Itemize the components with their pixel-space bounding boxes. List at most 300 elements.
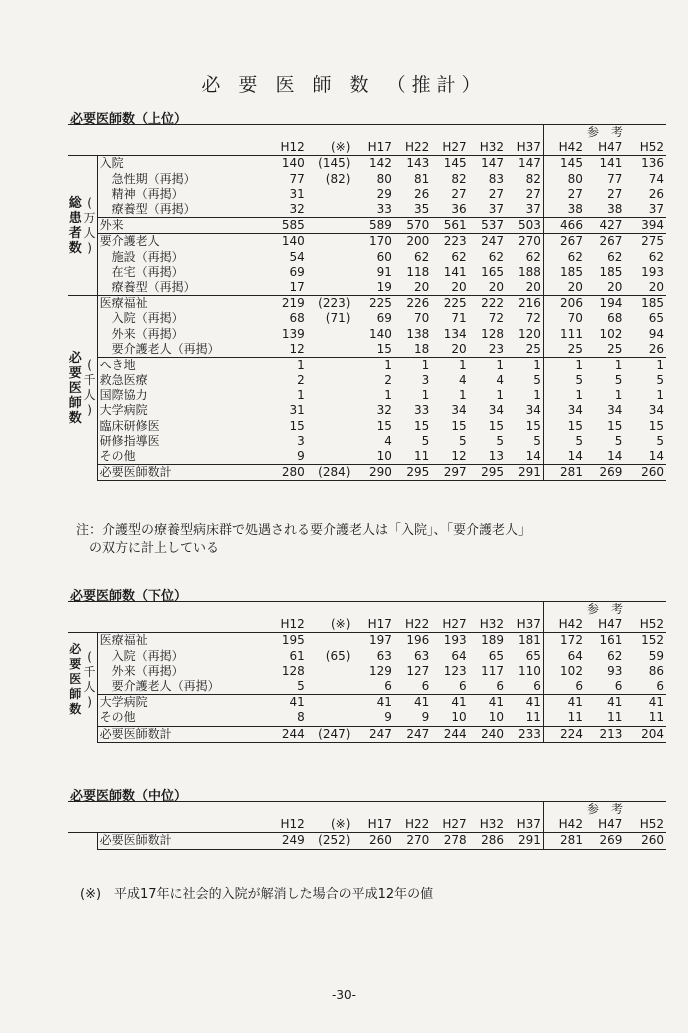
group-label-required-doctors: 必 要 医 師 数 <box>69 642 82 717</box>
table-cell: 223 <box>431 234 468 250</box>
table-cell: 165 <box>481 264 505 279</box>
table-cell: 200 <box>394 234 431 250</box>
table-cell: 6 <box>614 679 623 694</box>
table-cell <box>307 202 353 218</box>
col-header: (※) <box>307 817 353 833</box>
table-cell: 102 <box>560 663 583 678</box>
table-row <box>68 373 666 388</box>
table-row <box>68 679 666 695</box>
table-cell: 11 <box>506 710 543 726</box>
group-unit: ( 千 人 ) <box>83 296 98 481</box>
col-header: H52 <box>624 617 666 633</box>
col-header: H32 <box>469 140 506 156</box>
table-cell: 23 <box>488 341 505 356</box>
table-cell <box>307 373 353 388</box>
table-cell: 62 <box>567 249 583 264</box>
table-cell: 5 <box>656 373 664 388</box>
table-cell: 141 <box>599 156 623 171</box>
table-row <box>68 234 666 250</box>
row-label: へき地 <box>97 357 267 373</box>
table-cell: 297 <box>431 465 468 481</box>
table-cell: 6 <box>656 679 664 694</box>
group-label-total-patients: 総 患 者 数 <box>68 195 82 256</box>
table-cell: 1 <box>431 357 468 373</box>
table-cell: 20 <box>451 341 467 356</box>
table-cell: (82) <box>325 171 351 186</box>
table-cell: 219 <box>267 296 306 312</box>
reference-header: 参 考 <box>543 125 666 141</box>
table-cell: 41 <box>469 695 506 711</box>
table-cell: 60 <box>376 249 392 264</box>
table-row <box>68 710 666 726</box>
table-row <box>68 250 666 265</box>
row-label: 臨床研修医 <box>97 419 267 434</box>
table-cell: 20 <box>488 279 505 294</box>
table-cell: 70 <box>567 311 583 326</box>
table-cell: 185 <box>599 264 623 279</box>
col-header: H22 <box>394 817 431 833</box>
table-cell <box>307 434 353 449</box>
col-header: H17 <box>352 617 394 633</box>
table-cell: 1 <box>543 357 585 373</box>
footnote: (※) 平成17年に社会的入院が解消した場合の平成12年の値 <box>80 887 434 902</box>
table-cell: 65 <box>648 311 664 326</box>
lower-table <box>68 601 666 743</box>
table-row <box>68 280 666 296</box>
table-cell: 394 <box>624 218 666 234</box>
table-row <box>68 388 666 403</box>
table-cell: 123 <box>443 663 467 678</box>
table-cell: 62 <box>607 648 623 663</box>
table-cell: (284) <box>307 465 353 481</box>
table-cell: 41 <box>543 695 585 711</box>
table-cell: 29 <box>376 186 392 201</box>
table-cell: 152 <box>641 633 664 648</box>
col-header: H42 <box>543 617 585 633</box>
section-title-middle: 必要医師数（中位） <box>70 789 188 804</box>
table-cell: 15 <box>488 418 505 433</box>
table-cell: 27 <box>607 186 623 201</box>
table-cell: 260 <box>624 465 666 481</box>
table-cell: 9 <box>384 710 392 725</box>
table-cell: 111 <box>560 326 583 341</box>
table-cell: 147 <box>506 156 543 172</box>
table-cell: 27 <box>506 187 543 202</box>
table-cell: 5 <box>656 433 664 448</box>
table-cell: 142 <box>369 156 392 171</box>
table-cell: 61 <box>289 648 305 663</box>
table-cell: 244 <box>267 726 306 742</box>
table-cell: 1 <box>624 357 666 373</box>
table-row <box>68 695 666 711</box>
col-header: H12 <box>267 817 306 833</box>
row-label: 医療福祉 <box>97 296 267 312</box>
table-row <box>68 633 666 649</box>
table-cell: 295 <box>394 465 431 481</box>
table-cell: 2 <box>297 373 305 388</box>
table-cell: (65) <box>325 648 351 663</box>
table-cell: 12 <box>451 449 467 464</box>
row-label: 外来 <box>97 218 267 234</box>
table-cell: 64 <box>567 648 583 663</box>
row-label: その他 <box>97 449 267 465</box>
upper-table <box>68 124 666 481</box>
row-label: 医療福祉 <box>97 633 267 649</box>
table-cell: 5 <box>421 433 430 448</box>
row-label: 精神（再掲） <box>97 187 267 202</box>
table-cell: 129 <box>369 663 392 678</box>
table-cell: 82 <box>506 172 543 187</box>
table-cell: 15 <box>506 419 543 434</box>
table-cell: 1 <box>585 357 624 373</box>
col-header: H12 <box>267 617 306 633</box>
table-row <box>68 218 666 234</box>
table-cell: 9 <box>297 449 305 464</box>
table-cell: 290 <box>352 465 394 481</box>
table-cell: 1 <box>394 357 431 373</box>
table-cell: 65 <box>506 649 543 664</box>
table-cell: 4 <box>459 373 467 388</box>
table-cell: 17 <box>289 279 305 294</box>
table-cell: 59 <box>648 648 664 663</box>
row-label: 必要医師数計 <box>97 833 267 849</box>
table-cell: 74 <box>648 171 664 186</box>
table-cell: 14 <box>607 449 623 464</box>
table-cell: 15 <box>607 418 623 433</box>
table-cell: 62 <box>451 249 467 264</box>
table-cell: 26 <box>648 186 664 201</box>
table-cell: (252) <box>307 833 353 849</box>
table-cell: 15 <box>648 418 664 433</box>
table-cell: 128 <box>481 326 505 341</box>
table-cell: 41 <box>624 695 666 711</box>
table-cell: 11 <box>414 449 430 464</box>
table-cell: 120 <box>506 326 543 341</box>
table-cell: 267 <box>585 234 624 250</box>
table-cell: 69 <box>289 264 305 279</box>
table-cell: 41 <box>267 695 306 711</box>
table-row <box>68 419 666 434</box>
table-cell: 1 <box>656 388 664 403</box>
table-cell: 5 <box>614 373 623 388</box>
row-label: その他 <box>97 710 267 726</box>
table-cell: 278 <box>431 833 468 849</box>
table-cell: 570 <box>394 218 431 234</box>
col-header: H27 <box>431 140 468 156</box>
table-cell: 161 <box>599 633 623 648</box>
table-cell: 589 <box>352 218 394 234</box>
table-cell: 62 <box>506 250 543 265</box>
table-cell: 62 <box>488 249 505 264</box>
table-cell: (145) <box>318 156 351 171</box>
table-cell: 15 <box>414 418 430 433</box>
table-cell: 247 <box>352 726 394 742</box>
table-cell: 143 <box>406 156 430 171</box>
table-cell: 267 <box>543 234 585 250</box>
table-cell: 537 <box>469 218 506 234</box>
table-cell <box>307 357 353 373</box>
table-cell: 5 <box>506 434 543 449</box>
col-header: H47 <box>585 617 624 633</box>
table-cell: 291 <box>506 465 543 481</box>
table-cell: 3 <box>297 433 305 448</box>
col-header: H42 <box>543 140 585 156</box>
table-cell: 6 <box>459 679 467 694</box>
row-label: 施設（再掲） <box>97 250 267 265</box>
group-unit: ( 万 人 ) <box>83 195 96 255</box>
table-cell: 6 <box>506 679 543 695</box>
col-header: H32 <box>469 817 506 833</box>
table-cell <box>307 419 353 434</box>
table-cell: 33 <box>376 202 392 217</box>
table-cell: 249 <box>267 833 306 849</box>
table-cell: 138 <box>406 326 430 341</box>
table-cell: 37 <box>506 202 543 218</box>
table-cell: 18 <box>414 341 430 356</box>
table-cell <box>307 187 353 202</box>
table-cell: 147 <box>481 156 505 171</box>
table-cell: 15 <box>567 418 583 433</box>
table-cell: 206 <box>543 296 585 312</box>
table-cell: 194 <box>585 296 624 312</box>
table-cell: 69 <box>376 311 392 326</box>
table-cell: 224 <box>543 726 585 742</box>
table-cell: 11 <box>567 710 583 725</box>
row-label: 在宅（再掲） <box>97 265 267 280</box>
row-label: 要介護老人（再掲） <box>97 342 267 358</box>
table-cell: 6 <box>496 679 505 694</box>
table-cell: 118 <box>406 264 430 279</box>
table-cell: 140 <box>281 156 305 171</box>
note: 注：介護型の療養型病床群で処遇される要介護老人は「入院」、「要介護老人」 の双方に計上している <box>76 523 532 556</box>
table-row <box>68 664 666 679</box>
col-header: H17 <box>352 140 394 156</box>
row-label: 急性期（再掲） <box>97 172 267 187</box>
table-cell: 1 <box>459 388 467 403</box>
table-cell: 10 <box>451 710 467 725</box>
table-cell: 240 <box>469 726 506 742</box>
table-cell: 20 <box>567 279 583 294</box>
table-cell: 62 <box>607 249 623 264</box>
table-cell: 225 <box>431 296 468 312</box>
table-cell: 281 <box>543 833 585 849</box>
table-cell: 281 <box>543 465 585 481</box>
table-cell <box>307 710 353 726</box>
table-cell: 216 <box>506 296 543 312</box>
table-cell: 141 <box>443 264 467 279</box>
col-header: H22 <box>394 140 431 156</box>
table-cell: 35 <box>414 202 430 217</box>
col-header: H12 <box>267 140 306 156</box>
table-cell: 1 <box>352 357 394 373</box>
row-label: 入院（再掲） <box>97 311 267 326</box>
table-cell: 11 <box>648 710 664 725</box>
table-cell: 63 <box>414 648 430 663</box>
table-cell <box>307 633 353 649</box>
group-unit: ( 千 人 ) <box>83 649 96 709</box>
col-header: H37 <box>506 817 543 833</box>
table-cell: 5 <box>297 679 305 694</box>
table-cell: 32 <box>376 403 392 418</box>
table-cell: 31 <box>289 186 305 201</box>
col-header: H47 <box>585 817 624 833</box>
table-cell: 244 <box>431 726 468 742</box>
row-label: 入院（再掲） <box>97 649 267 664</box>
table-cell: 37 <box>488 202 505 217</box>
table-cell: 27 <box>567 186 583 201</box>
table-cell <box>307 326 353 341</box>
table-cell: 185 <box>624 296 666 312</box>
table-row <box>68 649 666 664</box>
table-cell: 145 <box>443 156 467 171</box>
row-label: 外来（再掲） <box>97 326 267 341</box>
table-cell <box>307 388 353 403</box>
table-cell: 127 <box>406 663 430 678</box>
table-cell: 193 <box>641 264 664 279</box>
table-cell: 561 <box>431 218 468 234</box>
table-cell <box>307 664 353 679</box>
table-cell: 72 <box>488 311 505 326</box>
table-cell: 65 <box>488 648 505 663</box>
table-cell: 1 <box>506 357 543 373</box>
table-cell: 1 <box>267 357 306 373</box>
table-cell: 25 <box>506 342 543 358</box>
table-cell: 20 <box>506 280 543 296</box>
table-cell: 80 <box>376 171 392 186</box>
table-cell: 1 <box>614 388 623 403</box>
table-cell: 36 <box>451 202 467 217</box>
table-cell: 27 <box>451 186 467 201</box>
table-cell <box>307 234 353 250</box>
col-header: H52 <box>624 140 666 156</box>
table-cell: 20 <box>648 279 664 294</box>
table-row <box>68 296 666 312</box>
table-cell: 41 <box>585 695 624 711</box>
row-label: 療養型（再掲） <box>97 202 267 218</box>
table-cell: 26 <box>648 341 664 356</box>
table-cell: 15 <box>376 418 392 433</box>
table-cell: 83 <box>488 171 505 186</box>
table-cell: 13 <box>488 449 505 464</box>
table-cell: (223) <box>307 296 353 312</box>
table-cell: 270 <box>394 833 431 849</box>
table-cell: (71) <box>325 311 351 326</box>
table-cell: 34 <box>506 403 543 418</box>
table-row <box>68 265 666 280</box>
table-cell: 585 <box>267 218 306 234</box>
section-title-lower: 必要医師数（下位） <box>70 589 188 604</box>
table-cell: 10 <box>488 710 505 725</box>
table-cell: 54 <box>289 249 305 264</box>
table-cell: 1 <box>506 388 543 403</box>
table-cell: 15 <box>451 418 467 433</box>
col-header: H52 <box>624 817 666 833</box>
table-cell: 10 <box>376 449 392 464</box>
table-cell <box>307 265 353 280</box>
table-row-total <box>68 833 666 849</box>
table-cell: 77 <box>607 171 623 186</box>
table-cell: 15 <box>376 341 392 356</box>
table-cell: 20 <box>607 279 623 294</box>
table-cell: 213 <box>585 726 624 742</box>
table-cell: 9 <box>421 710 430 725</box>
table-cell: 34 <box>451 403 467 418</box>
table-cell <box>307 679 353 695</box>
table-cell: 41 <box>506 695 543 711</box>
table-cell: 5 <box>575 433 583 448</box>
table-cell: 172 <box>560 633 583 648</box>
table-cell: 466 <box>543 218 585 234</box>
table-row <box>68 449 666 465</box>
table-cell: 140 <box>267 234 306 250</box>
table-cell: 34 <box>488 403 505 418</box>
table-cell: 189 <box>481 633 505 648</box>
table-cell: 34 <box>648 403 664 418</box>
row-label: 要介護老人（再掲） <box>97 679 267 695</box>
row-label: 国際協力 <box>97 388 267 403</box>
table-cell: 15 <box>289 418 305 433</box>
table-cell: 269 <box>585 833 624 849</box>
table-cell: 34 <box>567 403 583 418</box>
row-label: 大学病院 <box>97 403 267 418</box>
table-cell: 185 <box>560 264 583 279</box>
row-label: 必要医師数計 <box>97 465 267 481</box>
table-cell: 62 <box>414 249 430 264</box>
table-row <box>68 187 666 202</box>
table-cell: 14 <box>567 449 583 464</box>
table-cell: 270 <box>506 234 543 250</box>
table-cell: 81 <box>414 171 430 186</box>
table-row <box>68 342 666 358</box>
row-label: 外来（再掲） <box>97 664 267 679</box>
row-label: 研修指導医 <box>97 434 267 449</box>
table-cell: 193 <box>443 633 467 648</box>
middle-table <box>68 801 666 850</box>
col-header: H32 <box>469 617 506 633</box>
table-cell: 286 <box>469 833 506 849</box>
table-cell: 25 <box>567 341 583 356</box>
table-cell <box>307 250 353 265</box>
table-cell: (247) <box>307 726 353 742</box>
section-title-upper: 必要医師数（上位） <box>70 112 188 127</box>
table-cell: 80 <box>567 171 583 186</box>
table-cell: 139 <box>281 326 305 341</box>
table-cell <box>307 403 353 418</box>
table-cell: 41 <box>352 695 394 711</box>
table-cell: 204 <box>624 726 666 742</box>
table-cell: 37 <box>648 202 664 217</box>
table-cell: 117 <box>481 663 505 678</box>
row-label: 入院 <box>97 156 267 172</box>
row-label: 救急医療 <box>97 373 267 388</box>
table-cell: 70 <box>414 311 430 326</box>
table-cell: 5 <box>506 373 543 388</box>
page-number: -30- <box>332 988 356 1002</box>
table-cell: 63 <box>376 648 392 663</box>
table-cell: 128 <box>281 663 305 678</box>
row-label: 要介護老人 <box>97 234 267 250</box>
table-cell: 34 <box>607 403 623 418</box>
table-cell: 275 <box>624 234 666 250</box>
table-cell: 5 <box>459 433 467 448</box>
table-cell <box>307 449 353 465</box>
table-cell: 19 <box>376 279 392 294</box>
col-header: H17 <box>352 817 394 833</box>
col-header: H42 <box>543 817 585 833</box>
table-row <box>68 311 666 326</box>
table-cell: 4 <box>496 373 505 388</box>
table-cell: 225 <box>352 296 394 312</box>
